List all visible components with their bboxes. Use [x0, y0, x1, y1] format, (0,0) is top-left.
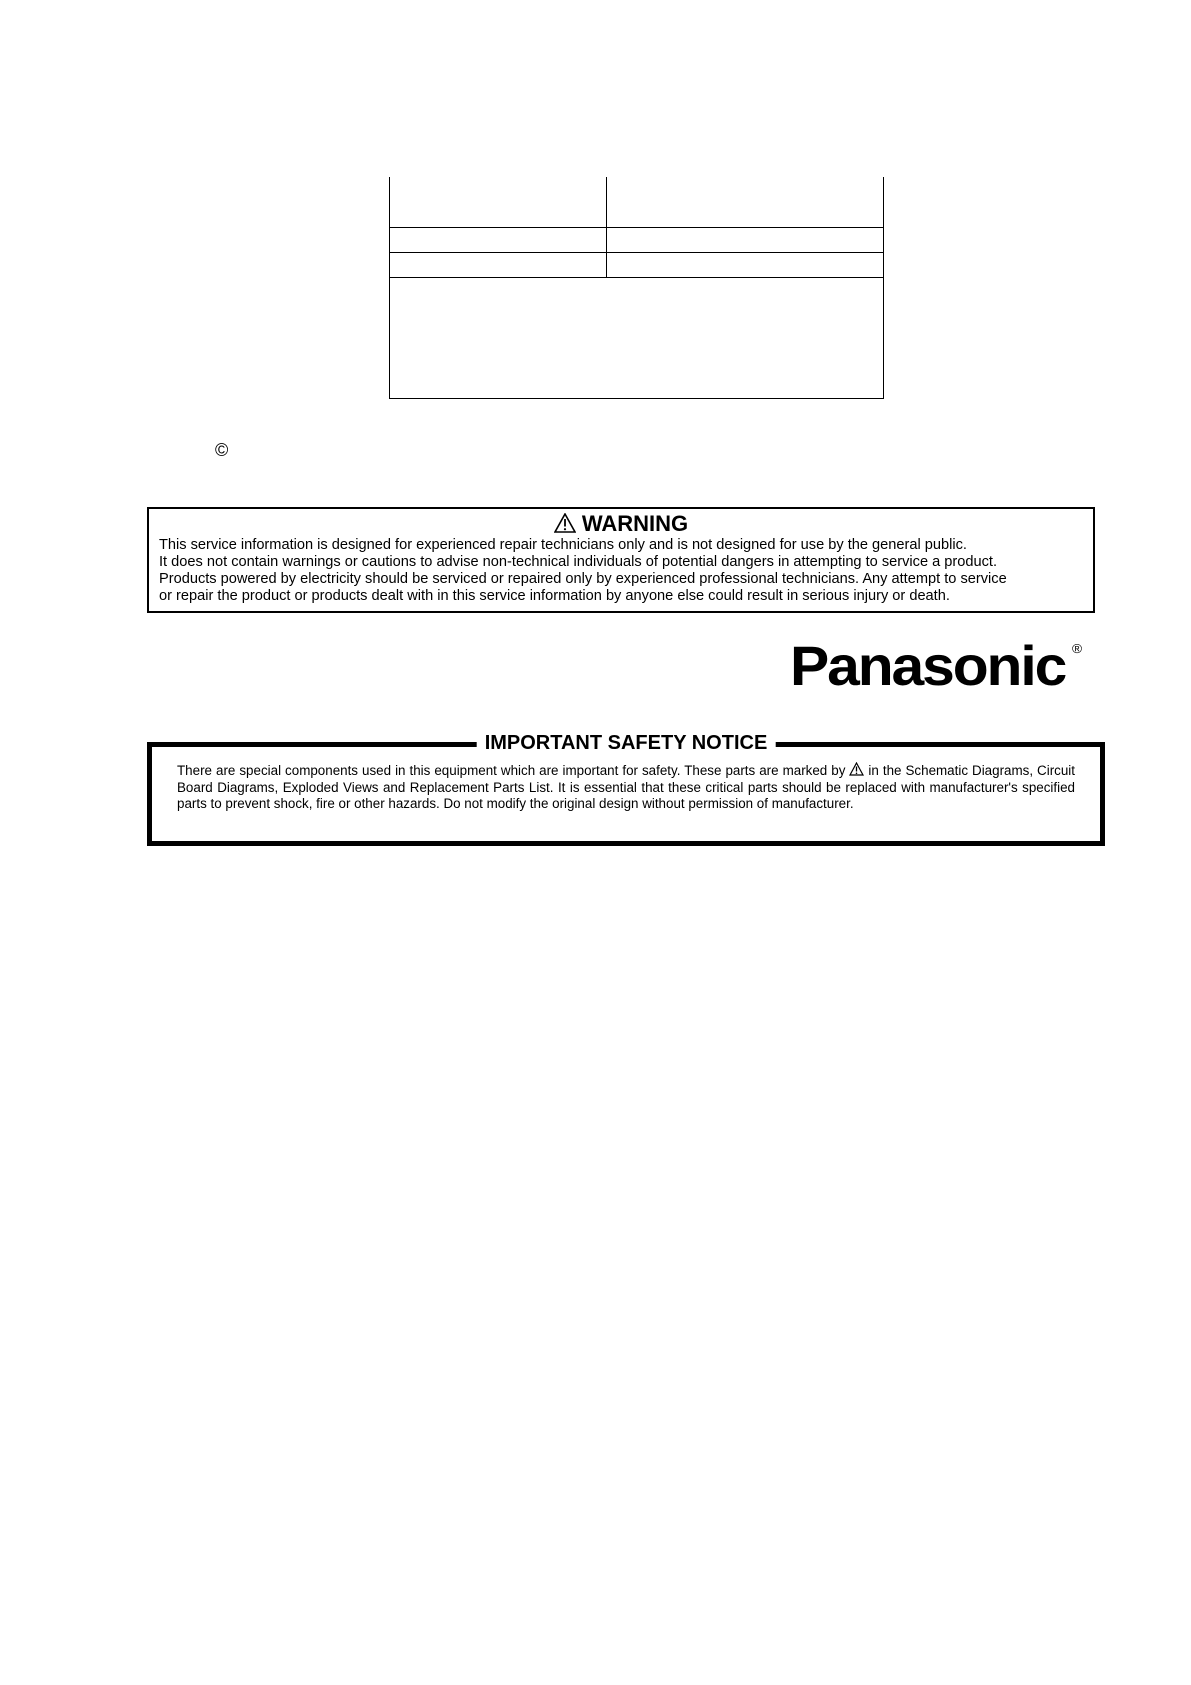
warning-line: Products powered by electricity should be serviced or repaired only by experienced professional technicians. Any attempt to service [159, 571, 1007, 587]
warning-line: It does not contain warnings or cautions to advise non-technical individuals of potential dangers in attempting to service a product. [159, 554, 998, 570]
warning-heading [159, 512, 1083, 536]
warning-line: or repair the product or products dealt with in this service information by anyone else could result in serious injury or death. [159, 588, 950, 604]
table-row-divider [390, 227, 883, 228]
warning-triangle-icon [554, 513, 576, 533]
copyright-mark: © [215, 440, 229, 460]
safety-notice-box [147, 732, 1105, 846]
table-row-divider [390, 252, 883, 253]
safety-triangle-icon [849, 762, 864, 776]
table-row-divider [390, 277, 883, 278]
safety-notice-title: IMPORTANT SAFETY NOTICE [477, 731, 776, 755]
warning-line: This service information is designed for experienced repair technicians only and is not designed for use by the general public. [159, 537, 967, 553]
brand-logo [790, 634, 1083, 697]
safety-notice-body [177, 762, 1075, 813]
safety-text-part-1: There are special components used in this equipment which are important for safety. These parts are marked by [177, 763, 850, 778]
brand-logo-text: Panasonic [790, 634, 1066, 697]
safety-text-part-2: in the Schematic Diagrams, Circuit Board Diagrams, Exploded Views and Replacement Parts List. It is essential that these critical parts should be replaced with manufacturer's specified parts to prevent shock, fire or other hazards. Do not modify the original design without permission of manufacturer. [177, 763, 1075, 811]
registered-mark: ® [1071, 641, 1083, 656]
warning-box [147, 507, 1095, 613]
warning-title: WARNING [581, 511, 689, 536]
spec-table [389, 177, 884, 399]
